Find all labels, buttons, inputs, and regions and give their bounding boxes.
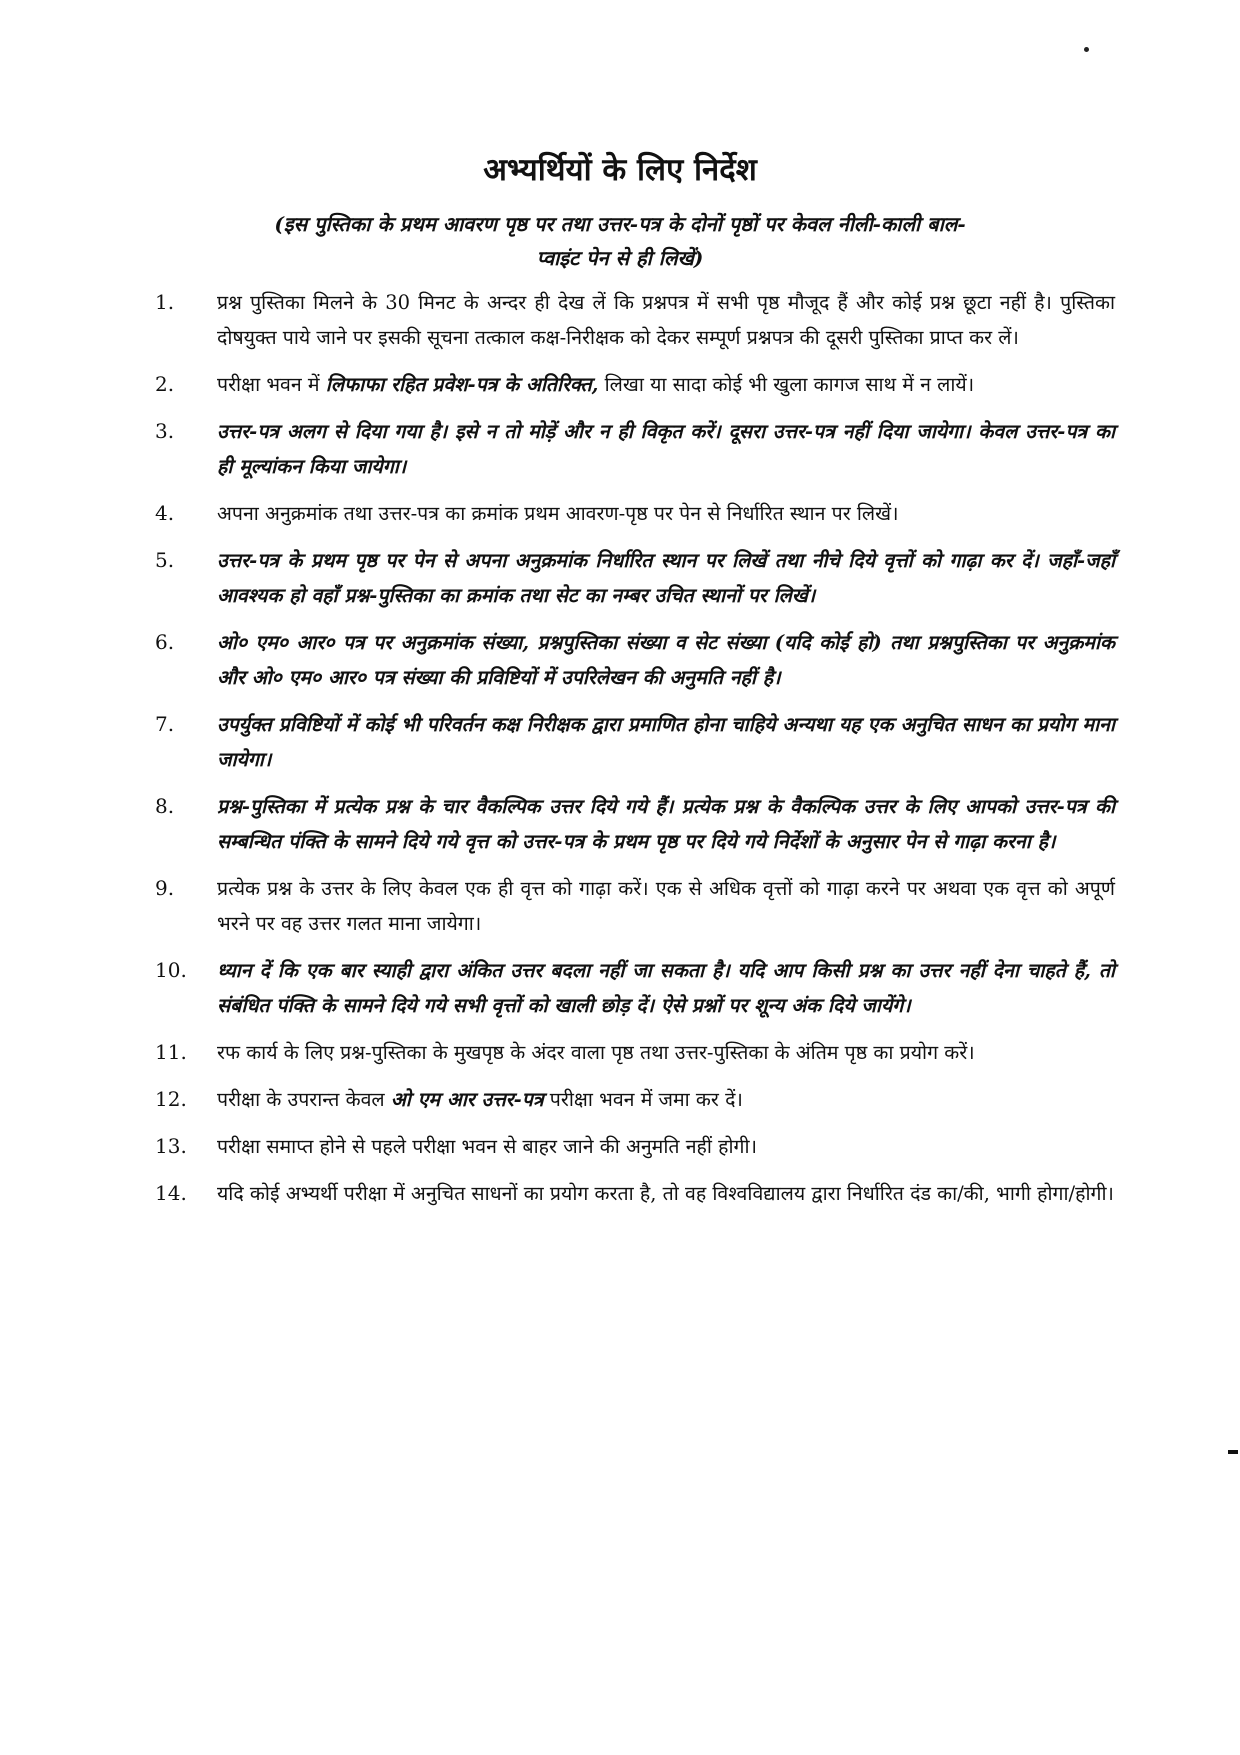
instruction-text-segment: उत्तर-पत्र अलग से दिया गया है। इसे न तो मोड़ें और न ही विकृत करें। दूसरा उत्तर-पत्र नहीं दिया जायेगा। केवल उत्तर-पत्र का ही मूल्यांकन किया जायेगा।	[217, 420, 1115, 478]
instruction-number: 11.	[155, 1040, 187, 1064]
instruction-number: 2.	[155, 372, 175, 396]
instruction-text-segment: परीक्षा के उपरान्त केवल	[217, 1088, 391, 1111]
instruction-item	[155, 789, 1115, 859]
instruction-text	[217, 367, 1115, 402]
page-title: अभ्यर्थियों के लिए निर्देश	[483, 152, 757, 188]
instruction-text	[217, 285, 1115, 355]
instruction-number: 7.	[155, 712, 175, 736]
instruction-text-segment: रफ कार्य के लिए प्रश्न-पुस्तिका के मुखपृष्ठ के अंदर वाला पृष्ठ तथा उत्तर-पुस्तिका के अंतिम पृष्ठ का प्रयोग करें।	[217, 1041, 975, 1064]
instruction-item	[155, 367, 1115, 402]
instruction-text-segment: प्रश्न पुस्तिका मिलने के 30 मिनट के अन्दर ही देख लें कि प्रश्नपत्र में सभी पृष्ठ मौजूद हैं और कोई प्रश्न छूटा नहीं है। पुस्तिका दोषयुक्त पाये जाने पर इसकी सूचना तत्काल कक्ष-निरीक्षक को देकर सम्पूर्ण प्रश्नपत्र की दूसरी पुस्तिका प्राप्त कर लें।	[217, 291, 1115, 349]
instruction-item	[155, 543, 1115, 613]
instruction-item	[155, 871, 1115, 941]
instruction-number: 8.	[155, 794, 175, 818]
scan-edge-mark	[1228, 1450, 1238, 1454]
instruction-text-segment: ओ० एम० आर० पत्र पर अनुक्रमांक संख्या, प्रश्नपुस्तिका संख्या व सेट संख्या (यदि कोई हो) तथा प्रश्नपुस्तिका पर अनुक्रमांक और ओ० एम० आर० पत्र संख्या की प्रविष्टियों में उपरिलेखन की अनुमति नहीं है।	[217, 631, 1115, 689]
instruction-text	[217, 543, 1115, 613]
instruction-item	[155, 1176, 1115, 1211]
instruction-number: 6.	[155, 630, 175, 654]
instruction-text	[217, 1082, 1115, 1117]
instruction-item	[155, 285, 1115, 355]
instruction-item	[155, 953, 1115, 1023]
instruction-number: 3.	[155, 419, 175, 443]
instruction-number: 5.	[155, 548, 175, 572]
instruction-number: 1.	[155, 290, 175, 314]
instruction-text-segment: ओ एम आर उत्तर-पत्र	[390, 1088, 544, 1111]
instruction-text-segment: प्रश्न-पुस्तिका में प्रत्येक प्रश्न के चार वैकल्पिक उत्तर दिये गये हैं। प्रत्येक प्रश्न के वैकल्पिक उत्तर के लिए आपको उत्तर-पत्र की सम्बन्धित पंक्ति के सामने दिये गये वृत्त को उत्तर-पत्र के प्रथम पृष्ठ पर दिये गये निर्देशों के अनुसार पेन से गाढ़ा करना है।	[217, 795, 1115, 853]
instruction-text-segment: यदि कोई अभ्यर्थी परीक्षा में अनुचित साधनों का प्रयोग करता है, तो वह विश्वविद्यालय द्वारा निर्धारित दंड का/की, भागी होगा/होगी।	[217, 1182, 1114, 1205]
instruction-item	[155, 496, 1115, 531]
instruction-text-segment: अपना अनुक्रमांक तथा उत्तर-पत्र का क्रमांक प्रथम आवरण-पृष्ठ पर पेन से निर्धारित स्थान पर लिखें।	[217, 502, 899, 525]
scan-dot-mark	[1084, 47, 1089, 52]
instruction-number: 13.	[155, 1134, 187, 1158]
instruction-text	[217, 953, 1115, 1023]
instruction-text-segment: उपर्युक्त प्रविष्टियों में कोई भी परिवर्तन कक्ष निरीक्षक द्वारा प्रमाणित होना चाहिये अन्यथा यह एक अनुचित साधन का प्रयोग माना जायेगा।	[217, 713, 1115, 771]
instruction-item	[155, 1082, 1115, 1117]
instruction-item	[155, 1129, 1115, 1164]
instruction-text-segment: प्रत्येक प्रश्न के उत्तर के लिए केवल एक ही वृत्त को गाढ़ा करें। एक से अधिक वृत्तों को गाढ़ा करने पर अथवा एक वृत्त को अपूर्ण भरने पर वह उत्तर गलत माना जायेगा।	[217, 877, 1115, 935]
page-subtitle: (इस पुस्तिका के प्रथम आवरण पृष्ठ पर तथा उत्तर-पत्र के दोनों पृष्ठों पर केवल नीली-काली बाल-प्वाइंट पेन से ही लिखें)	[274, 212, 966, 270]
instruction-text-segment: परीक्षा समाप्त होने से पहले परीक्षा भवन से बाहर जाने की अनुमति नहीं होगी।	[217, 1135, 757, 1158]
instruction-text	[217, 1176, 1115, 1211]
instruction-number: 14.	[155, 1181, 187, 1205]
instruction-item	[155, 707, 1115, 777]
instruction-text	[217, 707, 1115, 777]
instruction-item	[155, 414, 1115, 484]
instruction-text	[217, 1035, 1115, 1070]
instruction-text-segment: लिफाफा रहित प्रवेश-पत्र के अतिरिक्त,	[325, 373, 599, 396]
instruction-text-segment: परीक्षा भवन में	[217, 373, 326, 396]
instruction-text-segment: परीक्षा भवन में जमा कर दें।	[543, 1088, 743, 1111]
instruction-number: 4.	[155, 501, 175, 525]
instruction-text	[217, 1129, 1115, 1164]
instruction-number: 12.	[155, 1087, 187, 1111]
instruction-text	[217, 871, 1115, 941]
instruction-text-segment: ध्यान दें कि एक बार स्याही द्वारा अंकित उत्तर बदला नहीं जा सकता है। यदि आप किसी प्रश्न का उत्तर नहीं देना चाहते हैं, तो संबंधित पंक्ति के सामने दिये गये सभी वृत्तों को खाली छोड़ दें। ऐसे प्रश्नों पर शून्य अंक दिये जायेंगे।	[217, 959, 1115, 1017]
instruction-text	[217, 789, 1115, 859]
instruction-item	[155, 1035, 1115, 1070]
instruction-text	[217, 625, 1115, 695]
instruction-text	[217, 414, 1115, 484]
instruction-text	[217, 496, 1115, 531]
instruction-item	[155, 625, 1115, 695]
instruction-text-segment: लिखा या सादा कोई भी खुला कागज साथ में न लायें।	[598, 373, 975, 396]
instruction-number: 10.	[155, 958, 187, 982]
instruction-number: 9.	[155, 876, 175, 900]
instruction-text-segment: उत्तर-पत्र के प्रथम पृष्ठ पर पेन से अपना अनुक्रमांक निर्धारित स्थान पर लिखें तथा नीचे दिये वृत्तों को गाढ़ा कर दें। जहाँ-जहाँ आवश्यक हो वहाँ प्रश्न-पुस्तिका का क्रमांक तथा सेट का नम्बर उचित स्थानों पर लिखें।	[217, 549, 1115, 607]
instruction-list	[155, 285, 1115, 1223]
